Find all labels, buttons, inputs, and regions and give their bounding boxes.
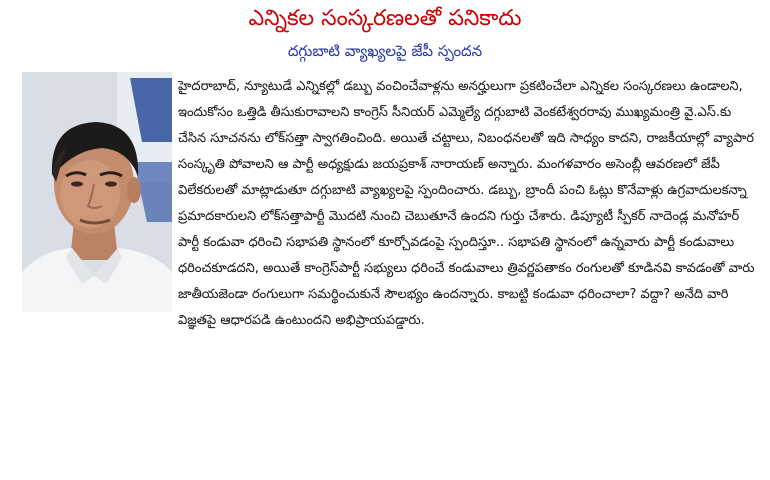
article-body: [22, 74, 762, 334]
article-text: హైదరాబాద్, న్యూటుడే ఎన్నికల్లో డబ్బు వంచించేవాళ్లను అనర్హులుగా ప్రకటించేలా ఎన్నికల సంస్కరణలు ఉండాలని, ఇందుకోసం ఒత్తిడి తీసుకురావాలని కాంగ్రెస్ సీనియర్ ఎమ్మెల్యే దగ్గుబాటి వెంకటేశ్వరరావు ముఖ్యమంత్రి వై.ఎస్.కు చేసిన సూచనను లోక్‌సత్తా స్వాగతించింది. అయితే చట్టాలు, నిబంధనలతో ఇది సాధ్యం కాదని, రాజకీయాల్లో వ్యాపార సంస్కృతి పోవాలని ఆ పార్టీ అధ్యక్షుడు జయప్రకాశ్ నారాయణ్ అన్నారు. మంగళవారం అసెంబ్లీ ఆవరణలో జేపీ విలేకరులతో మాట్లాడుతూ దగ్గుబాటి వ్యాఖ్యలపై స్పందించారు. డబ్బు, బ్రాందీ పంచి ఓట్లు కొనేవాళ్లు ఉగ్రవాదులకన్నా ప్రమాదకారులని లోక్‌సత్తాపార్టీ మొదటి నుంచి చెబుతూనే ఉందని గుర్తు చేశారు. డిప్యూటీ స్పీకర్ నాదెండ్ల మనోహర్ పార్టీ కండువా ధరించి సభాపతి స్థానంలో కూర్చోవడంపై స్పందిస్తూ.. సభాపతి స్థానంలో ఉన్నవారు పార్టీ కండువాలు ధరించకూడదని, అయితే కాంగ్రెస్‌పార్టీ సభ్యులు ధరించే కండువాలు త్రివర్ణపతాకం రంగులతో కూడినవి కావడంతో వారు జాతీయజెండా రంగులుగా సమర్థించుకునే సౌలభ్యం ఉందన్నారు. కాబట్టి కండువా ధరించాలా? వద్దా? అనేది వారి విజ్ఞతపై ఆధారపడి ఉంటుందని అభిప్రాయపడ్డారు.: [178, 79, 755, 328]
photo-spacer: [22, 74, 172, 318]
subheadline: దగ్గుబాటి వ్యాఖ్యలపై జేపీ స్పందన: [287, 42, 483, 60]
headline: ఎన్నికల సంస్కరణలతో పనికాదు: [248, 6, 522, 31]
